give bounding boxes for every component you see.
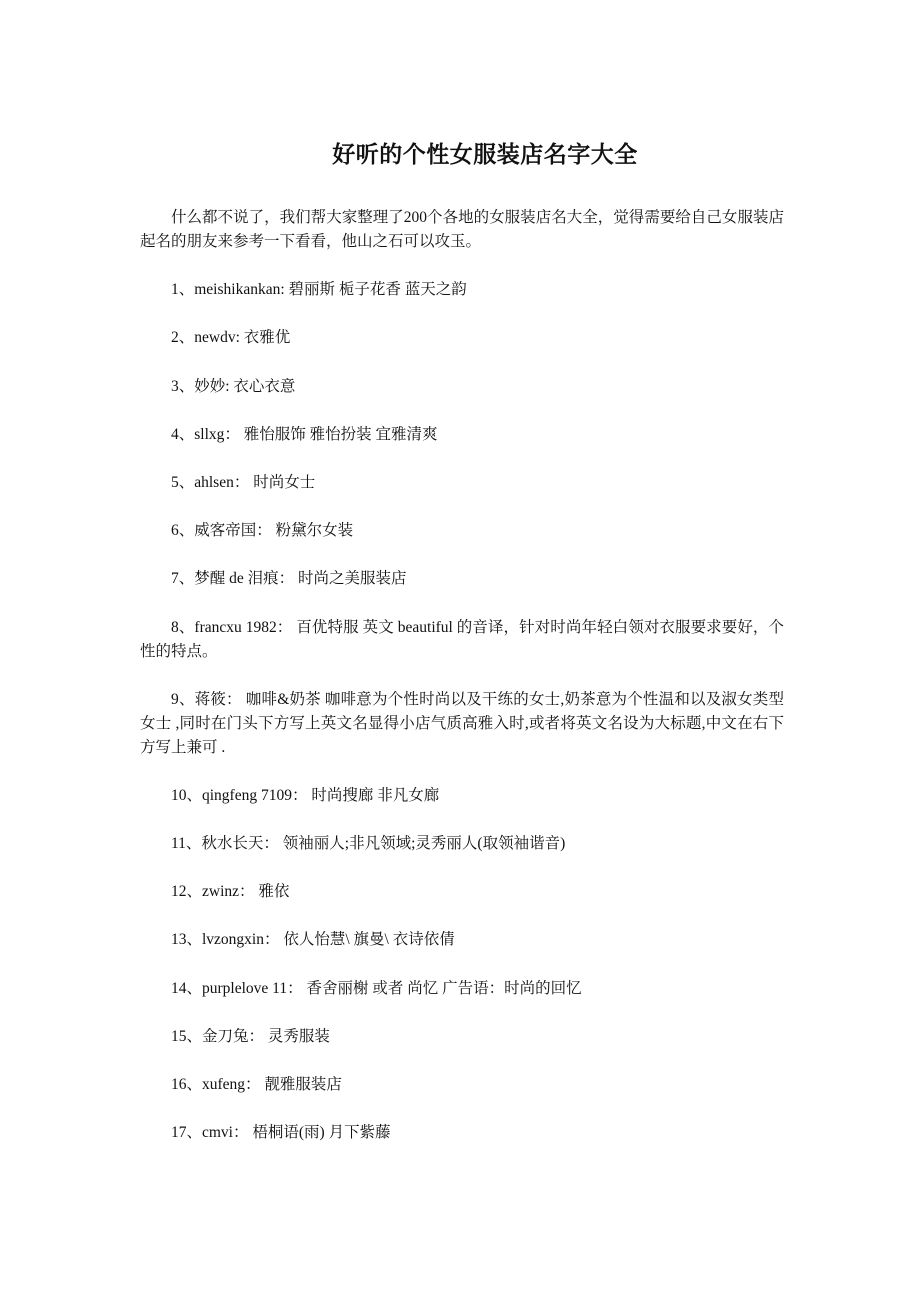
- list-item: 10、qingfeng 7109： 时尚搜廊 非凡女廊: [171, 786, 440, 804]
- list-item: 14、purplelove 11： 香舍丽榭 或者 尚忆 广告语：时尚的回忆: [171, 979, 582, 997]
- list-item: 16、xufeng： 靓雅服装店: [171, 1076, 342, 1093]
- list-item: 7、梦醒 de 泪痕： 时尚之美服装店: [171, 570, 407, 588]
- document-title: 好听的个性女服装店名字大全: [332, 142, 638, 167]
- list-item: 6、威客帝国： 粉黛尔女装: [171, 522, 354, 540]
- list-item: 4、sllxg： 雅怡服饰 雅怡扮装 宜雅清爽: [171, 425, 438, 443]
- list-item: 1、meishikankan: 碧丽斯 栀子花香 蓝天之韵: [171, 281, 467, 299]
- list-item: 8、francxu 1982： 百优特服 英文 beautiful 的音译，针对时尚年轻白领对衣服要求要好，个性的特点。: [140, 618, 784, 660]
- list-item: 11、秋水长天： 领袖丽人;非凡领域;灵秀丽人(取领袖谐音): [171, 835, 566, 853]
- list-item: 17、cmvi： 梧桐语(雨) 月下紫藤: [171, 1124, 391, 1142]
- intro-paragraph: 什么都不说了，我们帮大家整理了200个各地的女服装店名大全，觉得需要给自己女服装店起名的朋友来参考一下看看，他山之石可以攻玉。: [140, 209, 784, 250]
- list-item: 5、ahlsen： 时尚女士: [171, 473, 316, 491]
- list-item: 15、金刀兔： 灵秀服装: [171, 1027, 330, 1045]
- list-item: 2、newdv: 衣雅优: [171, 329, 291, 347]
- list-item: 3、妙妙: 衣心衣意: [171, 377, 296, 395]
- list-item: 9、蒋筱： 咖啡&奶茶 咖啡意为个性时尚以及干练的女士,奶茶意为个性温和以及淑女类型女士 ,同时在门头下方写上英文名显得小店气质高雅入时,或者将英文名设为大标题,中文在右下方写上兼可 .: [140, 690, 784, 756]
- list-item: 12、zwinz： 雅依: [171, 883, 290, 901]
- list-item: 13、lvzongxin： 依人怡慧\ 旗曼\ 衣诗依倩: [171, 931, 455, 949]
- document-body: [140, 206, 784, 1169]
